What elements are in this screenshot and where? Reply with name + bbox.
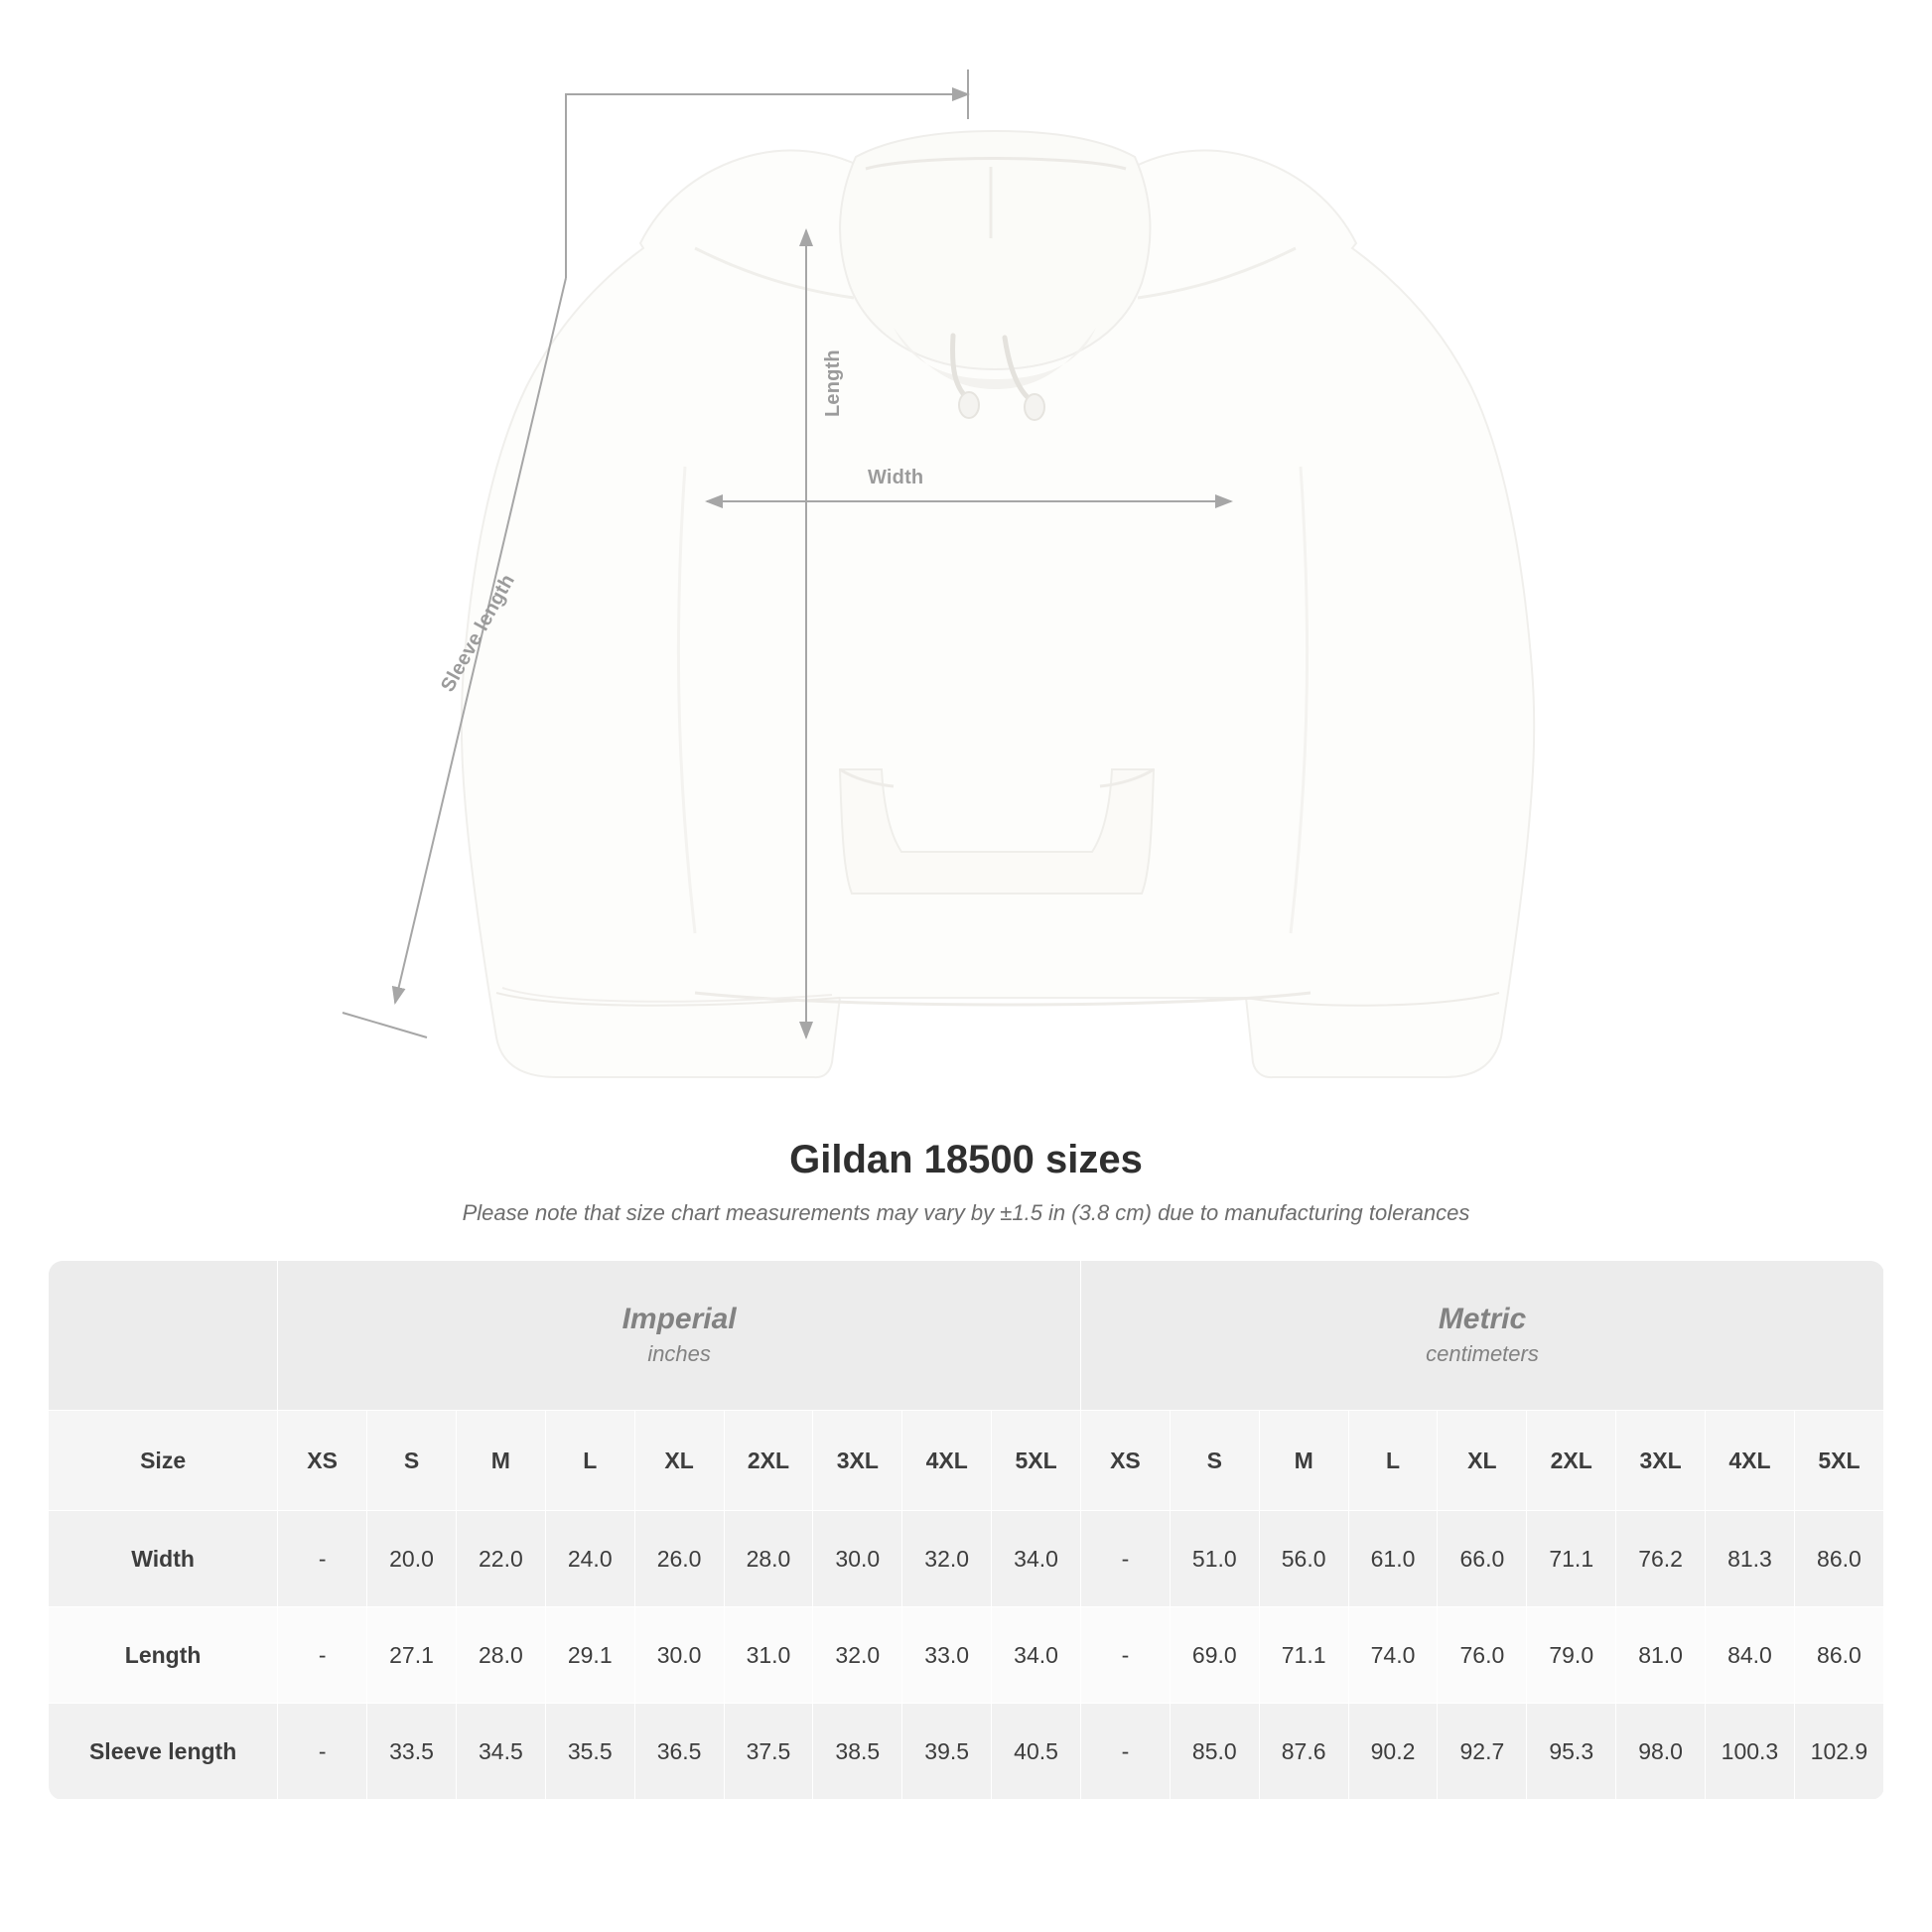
table-row-sleeve-length [49,1704,1884,1800]
width-metric-7: 81.3 [1706,1511,1795,1607]
width-metric-6: 76.2 [1616,1511,1706,1607]
width-metric-4: 66.0 [1438,1511,1527,1607]
width-label: Width [868,467,924,488]
sleeve-imperial-2: 34.5 [456,1704,545,1800]
length-imperial-0: - [278,1607,367,1704]
width-imperial-7: 32.0 [902,1511,992,1607]
width-imperial-5: 28.0 [724,1511,813,1607]
header-col-13: XL [1438,1411,1527,1511]
header-col-12: L [1348,1411,1438,1511]
width-imperial-2: 22.0 [456,1511,545,1607]
sleeve-metric-1: 85.0 [1170,1704,1259,1800]
size-chart-table-wrapper [48,1260,1884,1800]
length-imperial-8: 34.0 [992,1607,1081,1704]
sleeve-imperial-6: 38.5 [813,1704,902,1800]
length-metric-0: - [1081,1607,1171,1704]
header-col-15: 3XL [1616,1411,1706,1511]
length-metric-2: 71.1 [1259,1607,1348,1704]
header-col-11: M [1259,1411,1348,1511]
header-col-5: 2XL [724,1411,813,1511]
width-imperial-4: 26.0 [634,1511,724,1607]
length-metric-6: 81.0 [1616,1607,1706,1704]
sleeve-imperial-8: 40.5 [992,1704,1081,1800]
tolerance-note: Please note that size chart measurements may vary by ±1.5 in (3.8 cm) due to manufacturing tolerances [462,1200,1470,1225]
length-imperial-5: 31.0 [724,1607,813,1704]
sleeve-metric-5: 95.3 [1527,1704,1616,1800]
unit-metric-sub: centimeters [1426,1341,1539,1367]
title-block [0,1138,1932,1226]
sleeve-imperial-5: 37.5 [724,1704,813,1800]
table-row-length [49,1607,1884,1704]
sleeve-metric-7: 100.3 [1706,1704,1795,1800]
sleeve-imperial-7: 39.5 [902,1704,992,1800]
unit-imperial-name: Imperial [621,1302,737,1335]
width-metric-8: 86.0 [1794,1511,1883,1607]
sleeve-metric-6: 98.0 [1616,1704,1706,1800]
length-imperial-6: 32.0 [813,1607,902,1704]
row-label-sleeve-length: Sleeve length [49,1704,278,1800]
length-metric-8: 86.0 [1794,1607,1883,1704]
header-col-16: 4XL [1706,1411,1795,1511]
width-metric-0: - [1081,1511,1171,1607]
unit-header-imperial [278,1261,1081,1411]
width-metric-1: 51.0 [1170,1511,1259,1607]
unit-header-row [49,1261,1884,1411]
width-imperial-3: 24.0 [545,1511,634,1607]
header-col-9: XS [1081,1411,1171,1511]
length-imperial-1: 27.1 [367,1607,457,1704]
length-metric-1: 69.0 [1170,1607,1259,1704]
unit-imperial-sub: inches [647,1341,711,1367]
page-title: Gildan 18500 sizes [789,1138,1143,1181]
sleeve-metric-3: 90.2 [1348,1704,1438,1800]
unit-metric-name: Metric [1438,1302,1527,1335]
width-metric-5: 71.1 [1527,1511,1616,1607]
sleeve-metric-0: - [1081,1704,1171,1800]
length-label: Length [822,349,844,417]
header-col-1: S [367,1411,457,1511]
length-metric-3: 74.0 [1348,1607,1438,1704]
sleeve-length-label: Sleeve length [437,570,520,696]
header-col-14: 2XL [1527,1411,1616,1511]
width-imperial-1: 20.0 [367,1511,457,1607]
width-imperial-6: 30.0 [813,1511,902,1607]
header-col-0: XS [278,1411,367,1511]
width-imperial-8: 34.0 [992,1511,1081,1607]
header-col-4: XL [634,1411,724,1511]
row-label-width: Width [49,1511,278,1607]
header-col-8: 5XL [992,1411,1081,1511]
sleeve-imperial-1: 33.5 [367,1704,457,1800]
header-col-17: 5XL [1794,1411,1883,1511]
length-imperial-7: 33.0 [902,1607,992,1704]
sleeve-metric-4: 92.7 [1438,1704,1527,1800]
unit-header-blank [49,1261,278,1411]
table-row-width [49,1511,1884,1607]
sleeve-metric-2: 87.6 [1259,1704,1348,1800]
length-metric-4: 76.0 [1438,1607,1527,1704]
row-label-length: Length [49,1607,278,1704]
width-imperial-0: - [278,1511,367,1607]
sleeve-imperial-0: - [278,1704,367,1800]
size-header-row [49,1411,1884,1511]
unit-header-metric [1081,1261,1884,1411]
header-col-2: M [456,1411,545,1511]
header-col-3: L [545,1411,634,1511]
length-imperial-4: 30.0 [634,1607,724,1704]
sleeve-imperial-4: 36.5 [634,1704,724,1800]
size-chart-table [48,1260,1884,1800]
header-col-6: 3XL [813,1411,902,1511]
width-metric-3: 61.0 [1348,1511,1438,1607]
header-size-label: Size [49,1411,278,1511]
length-metric-5: 79.0 [1527,1607,1616,1704]
length-imperial-3: 29.1 [545,1607,634,1704]
sleeve-imperial-3: 35.5 [545,1704,634,1800]
header-col-7: 4XL [902,1411,992,1511]
header-col-10: S [1170,1411,1259,1511]
length-metric-7: 84.0 [1706,1607,1795,1704]
hoodie-shape [462,131,1534,1077]
length-imperial-2: 28.0 [456,1607,545,1704]
sleeve-metric-8: 102.9 [1794,1704,1883,1800]
width-metric-2: 56.0 [1259,1511,1348,1607]
